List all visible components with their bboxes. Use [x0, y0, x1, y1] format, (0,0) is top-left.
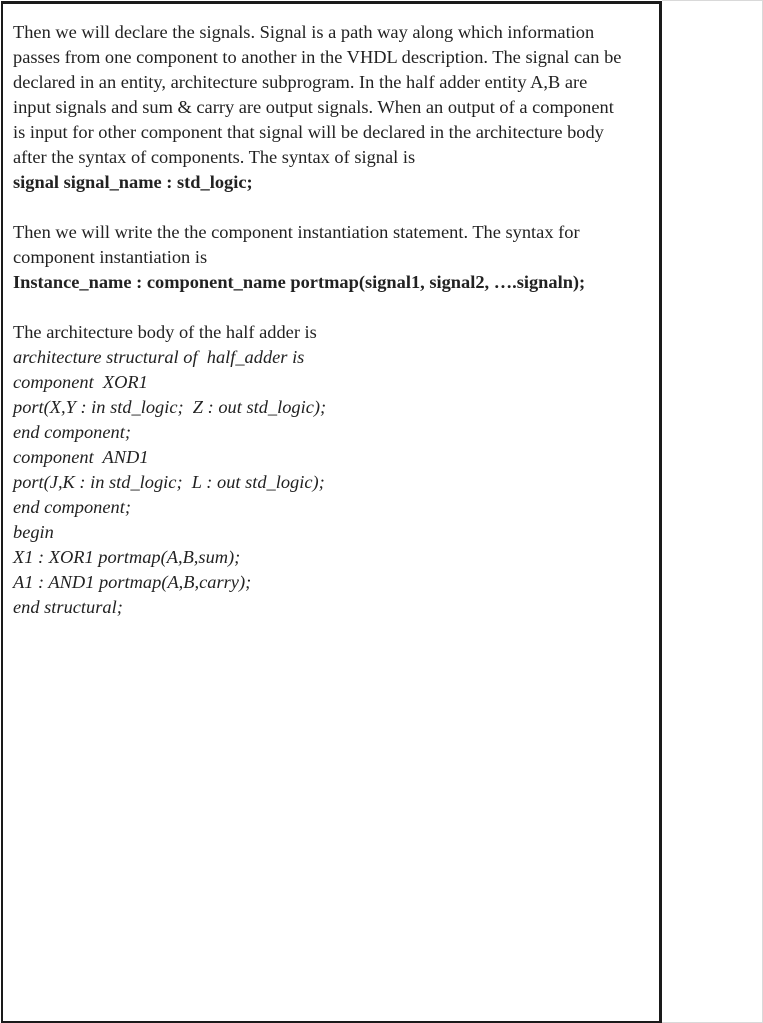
architecture-intro: The architecture body of the half adder is [13, 322, 317, 342]
paragraph-line: is input for other component that signal will be declared in the architecture body [13, 122, 604, 142]
code-line: port(X,Y : in std_logic; Z : out std_logic); [13, 397, 327, 417]
architecture-section [13, 320, 658, 620]
code-line: port(J,K : in std_logic; L : out std_logic); [13, 472, 325, 492]
paragraph-line: input signals and sum & carry are output signals. When an output of a component [13, 97, 614, 117]
code-line: component XOR1 [13, 372, 148, 392]
paragraph-line: passes from one component to another in the VHDL description. The signal can be [13, 47, 622, 67]
paragraph-line: after the syntax of components. The syntax of signal is [13, 147, 416, 167]
code-line: A1 : AND1 portmap(A,B,carry); [13, 572, 252, 592]
code-line: end structural; [13, 597, 123, 617]
instantiation-paragraph [13, 220, 658, 295]
paragraph-line: component instantiation is [13, 247, 208, 267]
spacer [13, 295, 658, 320]
instantiation-syntax: Instance_name : component_name portmap(signal1, signal2, ….signaln); [13, 272, 586, 292]
code-line: architecture structural of half_adder is [13, 347, 305, 367]
code-line: end component; [13, 422, 131, 442]
paragraph-line: declared in an entity, architecture subprogram. In the half adder entity A,B are [13, 72, 588, 92]
code-line: begin [13, 522, 54, 542]
paragraph-line: Then we will declare the signals. Signal is a path way along which information [13, 22, 595, 42]
signal-syntax: signal signal_name : std_logic; [13, 172, 253, 192]
code-line: component AND1 [13, 447, 149, 467]
document-content [13, 20, 658, 620]
signals-paragraph [13, 20, 658, 195]
page-margin [662, 0, 763, 1023]
code-line: X1 : XOR1 portmap(A,B,sum); [13, 547, 241, 567]
spacer [13, 195, 658, 220]
paragraph-line: Then we will write the the component instantiation statement. The syntax for [13, 222, 580, 242]
code-line: end component; [13, 497, 131, 517]
